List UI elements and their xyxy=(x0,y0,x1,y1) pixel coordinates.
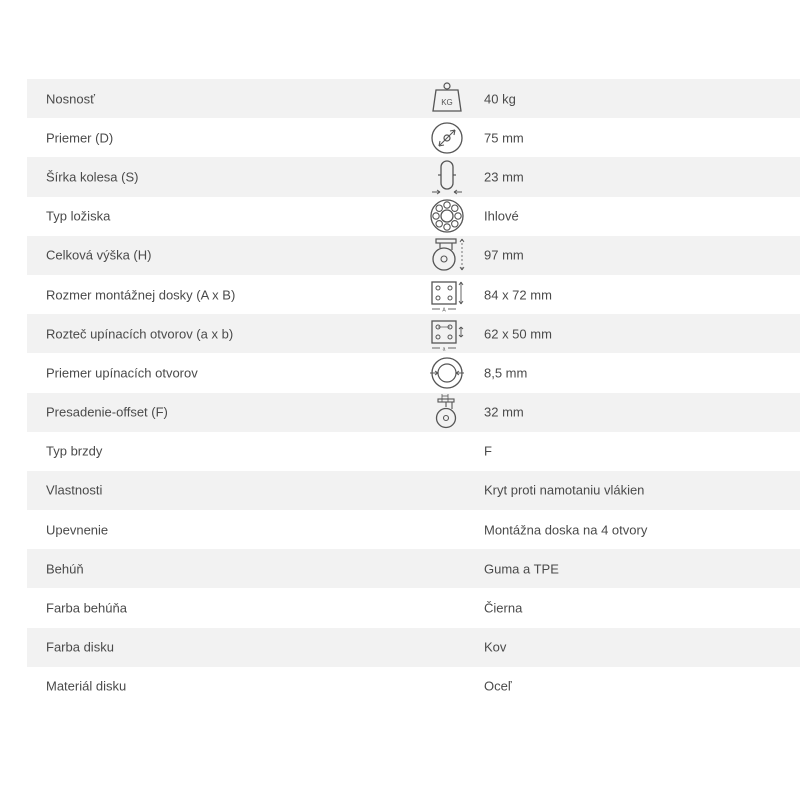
spec-row-offset xyxy=(27,393,800,432)
spec-table xyxy=(27,79,800,706)
spec-label: Rozmer montážnej dosky (A x B) xyxy=(46,287,236,303)
spec-row-diameter xyxy=(27,118,800,157)
svg-text:A: A xyxy=(442,307,446,314)
spec-value: 23 mm xyxy=(484,169,524,185)
spec-label: Celková výška (H) xyxy=(46,247,152,263)
spec-value: Oceľ xyxy=(484,678,512,694)
hole-spacing-icon xyxy=(428,315,466,353)
wheel-width-icon xyxy=(428,158,466,196)
offset-icon xyxy=(428,393,466,431)
spec-row-hole-diameter xyxy=(27,353,800,392)
spec-value: Kov xyxy=(484,639,507,655)
spec-value: 84 x 72 mm xyxy=(484,287,552,303)
spec-row-properties xyxy=(27,471,800,510)
spec-label: Šírka kolesa (S) xyxy=(46,169,139,185)
spec-row-mounting xyxy=(27,510,800,549)
spec-row-hole-spacing xyxy=(27,314,800,353)
spec-label: Rozteč upínacích otvorov (a x b) xyxy=(46,326,234,342)
spec-value: 40 kg xyxy=(484,91,516,107)
spec-value: Montážna doska na 4 otvory xyxy=(484,522,648,538)
svg-text:KG: KG xyxy=(441,97,453,107)
needle-bearing-icon xyxy=(428,197,466,235)
spec-value: Ihlové xyxy=(484,208,519,224)
spec-label: Priemer (D) xyxy=(46,130,114,146)
spec-row-tread xyxy=(27,549,800,588)
spec-row-load-capacity xyxy=(27,79,800,118)
spec-label: Priemer upínacích otvorov xyxy=(46,365,198,381)
spec-value: Guma a TPE xyxy=(484,561,559,577)
hole-diameter-icon xyxy=(428,354,466,392)
svg-text:a: a xyxy=(442,346,446,353)
spec-label: Farba disku xyxy=(46,639,114,655)
spec-label: Behúň xyxy=(46,561,84,577)
spec-value: Kryt proti namotaniu vlákien xyxy=(484,482,645,498)
weight-kg-icon xyxy=(428,80,466,118)
spec-label: Materiál disku xyxy=(46,678,127,694)
spec-label: Presadenie-offset (F) xyxy=(46,404,168,420)
spec-label: Upevnenie xyxy=(46,522,109,538)
spec-value: F xyxy=(484,443,492,459)
spec-row-wheel-width xyxy=(27,157,800,196)
mounting-plate-size-icon xyxy=(428,276,466,314)
spec-value: 62 x 50 mm xyxy=(484,326,552,342)
spec-row-plate-size xyxy=(27,275,800,314)
spec-value: 8,5 mm xyxy=(484,365,528,381)
spec-value: Čierna xyxy=(484,600,523,616)
spec-label: Typ ložiska xyxy=(46,208,111,224)
spec-label: Typ brzdy xyxy=(46,443,103,459)
spec-row-bearing-type xyxy=(27,197,800,236)
spec-value: 32 mm xyxy=(484,404,524,420)
spec-value: 97 mm xyxy=(484,247,524,263)
spec-label: Vlastnosti xyxy=(46,482,103,498)
spec-row-tread-color xyxy=(27,588,800,627)
spec-label: Farba behúňa xyxy=(46,600,127,616)
spec-row-brake-type xyxy=(27,432,800,471)
wheel-diameter-icon xyxy=(428,119,466,157)
total-height-icon xyxy=(428,236,466,274)
spec-row-total-height xyxy=(27,236,800,275)
spec-row-disc-material xyxy=(27,667,800,706)
spec-value: 75 mm xyxy=(484,130,524,146)
spec-row-disc-color xyxy=(27,628,800,667)
spec-label: Nosnosť xyxy=(46,91,95,107)
